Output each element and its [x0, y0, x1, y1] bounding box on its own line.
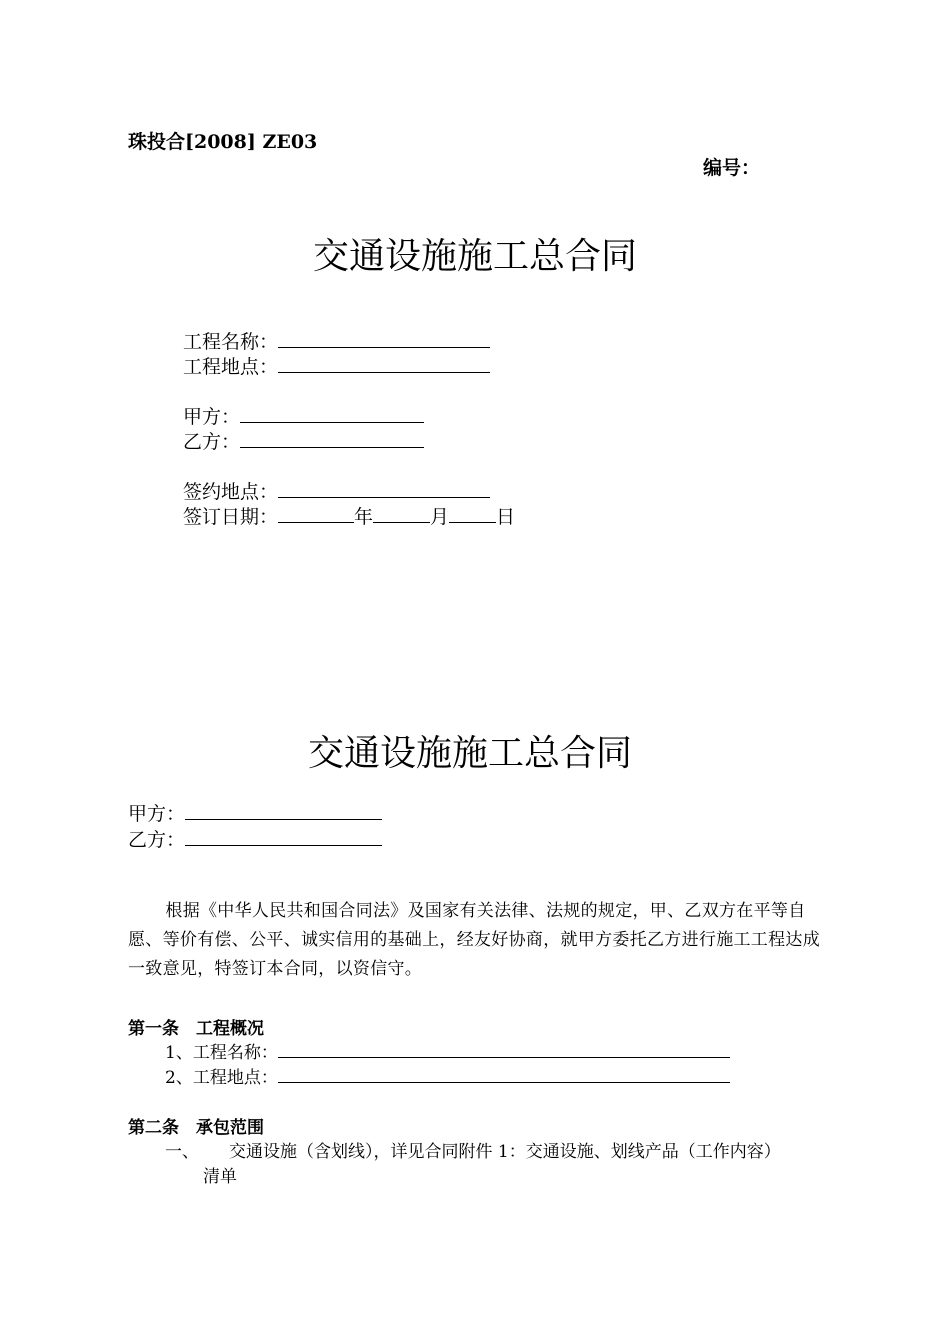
intro-paragraph: 根据《中华人民共和国合同法》及国家有关法律、法规的规定，甲、乙双方在平等自愿、等价有偿、公平、诚实信用的基础上，经友好协商，就甲方委托乙方进行施工工程达成一致意见，特签订本合同，以资信守。: [128, 901, 820, 979]
body-party-a-blank: [185, 802, 382, 820]
document-code: 珠投合[2008] ZE03: [128, 131, 318, 153]
project-location-blank: [278, 355, 490, 373]
article1-item2-blank: [278, 1067, 730, 1083]
article1-heading: 第一条 工程概况: [128, 1019, 264, 1039]
cover-party-a-field: [183, 402, 424, 429]
project-name-blank: [278, 330, 490, 348]
article2-heading: 第二条 承包范围: [128, 1118, 264, 1138]
article1-item1-blank: [278, 1042, 730, 1058]
body-title: 交通设施施工总合同: [307, 733, 632, 774]
body-party-b-label: 乙方：: [128, 829, 186, 851]
day-blank: [449, 505, 496, 523]
sign-place-label: 签约地点：: [183, 481, 279, 503]
cover-party-b-label: 乙方：: [183, 431, 241, 453]
article1-item2-label: 2、工程地点：: [165, 1068, 278, 1088]
body-party-b-blank: [185, 828, 382, 846]
cover-party-b-blank: [240, 430, 424, 448]
project-name-label: 工程名称：: [183, 331, 279, 353]
cover-party-b-field: [183, 427, 424, 454]
article1-item1-label: 1、工程名称：: [165, 1043, 278, 1063]
cover-party-a-blank: [240, 405, 424, 423]
article1-item2: [165, 1063, 730, 1088]
day-label: 日: [496, 506, 516, 528]
project-location-label: 工程地点：: [183, 356, 279, 378]
article2-item-continuation: 清单: [203, 1167, 237, 1187]
body-party-b-field: [128, 825, 382, 852]
sign-date-label: 签订日期：: [183, 506, 279, 528]
cover-title: 交通设施施工总合同: [312, 236, 637, 277]
month-blank: [373, 505, 430, 523]
body-party-a-label: 甲方：: [128, 803, 186, 825]
year-blank: [278, 505, 354, 523]
month-label: 月: [430, 506, 450, 528]
sign-place-blank: [278, 480, 490, 498]
body-party-a-field: [128, 799, 382, 826]
sign-date-field: [183, 502, 515, 529]
article1-item1: [165, 1038, 730, 1063]
article2-item-text: 交通设施（含划线），详见合同附件 1：交通设施、划线产品（工作内容）: [229, 1142, 781, 1162]
project-name-field: [183, 327, 490, 354]
number-label: 编号：: [703, 157, 761, 179]
cover-party-a-label: 甲方：: [183, 406, 241, 428]
sign-place-field: [183, 477, 490, 504]
year-label: 年: [354, 506, 374, 528]
article2-item-number: 一、: [165, 1142, 199, 1162]
project-location-field: [183, 352, 490, 379]
